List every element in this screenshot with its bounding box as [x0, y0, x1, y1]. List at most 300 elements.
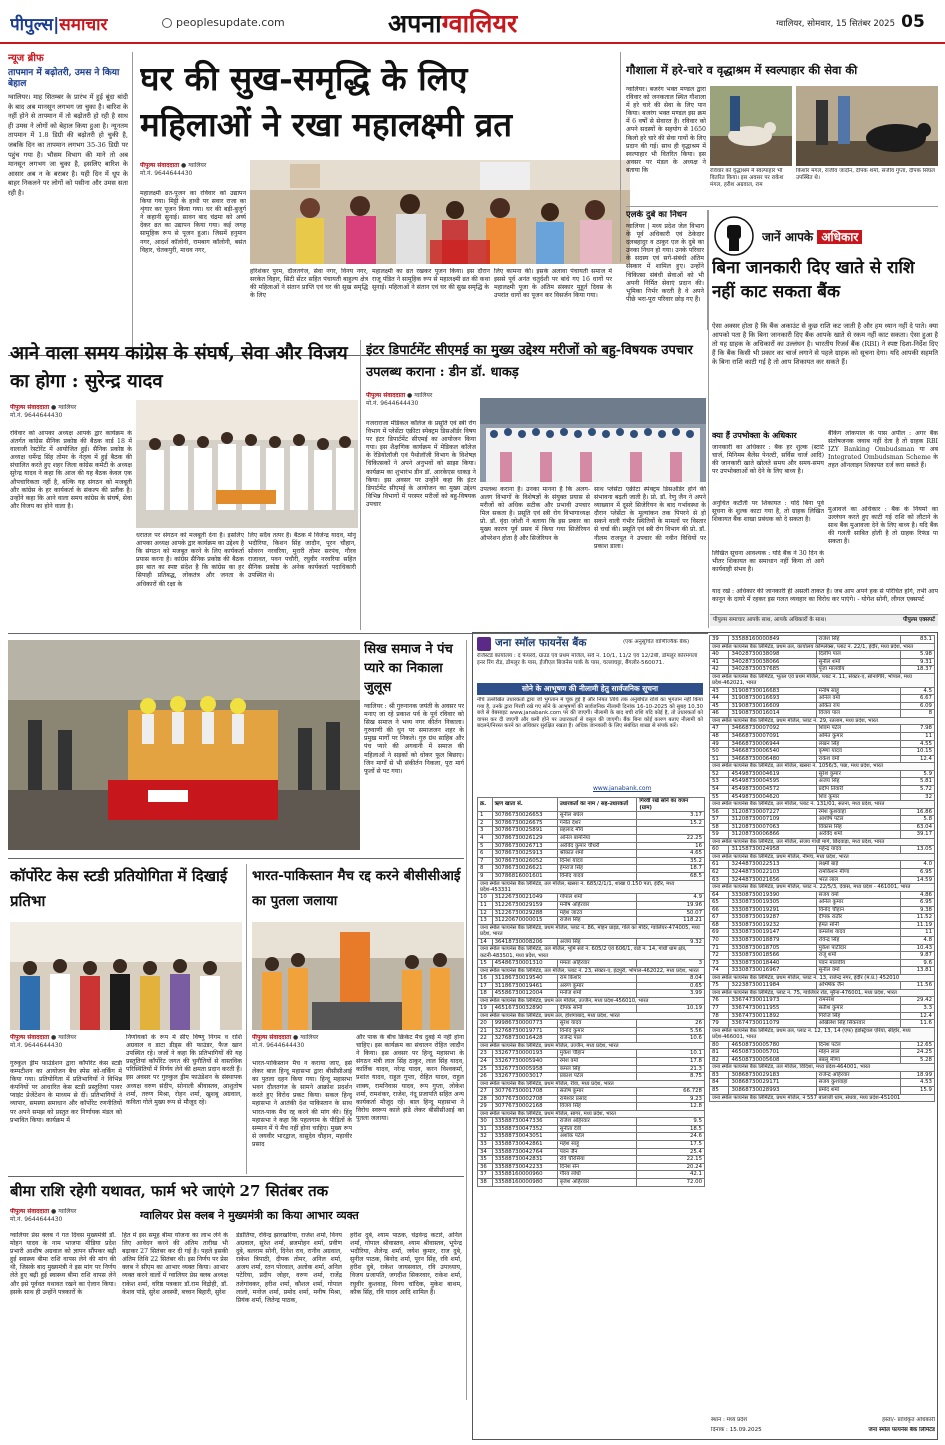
- corporate-photo: [10, 922, 242, 1030]
- table-row: [478, 1179, 705, 1187]
- news-brief-body: ग्वालियर। माह सितम्बर के प्रारंभ में हुई बूंदा बांदी के बाद अब मानसून लगभग जा चुका है। बारिश के नहीं होने से तापमान में तो बढ़ोतरी हो रही है साथ ही उमस ने लोगों को बेहाल किया हुआ है। न्यूनतम तापमान में 1.8 डिग्री की बढ़ोतरी हो चुकी है, जबकि दिन का तापमान लगभग 35-36 डिग्री पर पहुंच गया है। भौसम विभाग की माने तो अब मानसून लगभग जा चुका है, इसलिए बारिश के आसार अब न के बराबर है। यही दिन में धूप के बाहर निकलने पर लोगों को पसीना और उमस सता रही है।: [8, 93, 128, 197]
- row-borrower: राजेश अहिरवार: [557, 1118, 637, 1126]
- branch-address-row: [710, 853, 935, 860]
- row-weight: 63.04: [901, 823, 935, 831]
- branch-address: जना स्मॉल फायनेंस बैंक लिमिटेड, प्रथम मंजिल, प्लाट नं. 13, राजेन्द्र नगर, इंदौर (म.प्र.) 452010: [710, 975, 935, 982]
- row-account: 33267730000193: [492, 1050, 557, 1058]
- row-account: 32448730022103: [729, 868, 816, 876]
- row-borrower: विनोद कुमार: [557, 1027, 637, 1035]
- row-weight: 9.6: [901, 959, 935, 967]
- row-borrower: भरत लाल: [816, 876, 901, 884]
- branch-address-row: [710, 717, 935, 724]
- row-serial: 52: [710, 770, 729, 778]
- row-serial: 10: [478, 894, 493, 902]
- row-weight: 39.17: [901, 831, 935, 839]
- bcci-byline: पीपुल्स संवाददाता ● ग्वालियर मो.नं. 9644644430: [252, 1034, 372, 1056]
- brand-logo[interactable]: पीपुल्स|समाचार: [10, 15, 108, 35]
- row-weight: 19.96: [637, 901, 705, 909]
- table-row: [710, 793, 935, 801]
- row-account: 30786730026675: [492, 819, 557, 827]
- notice-body: नीचे उल्लेखित उधारकर्ता द्वारा जो भुगतान में चूक हुई है और नियत तिथि तक अनुबंधित राशि का भुगतान नहीं किया गया है, उनके द्वारा गिरवी रखे गए सोने के आभूषणों की सार्वजनिक नीलामी दिनांक 16-10-2025 को सुबह 10.30 बजे से वेबसाइट www.janabank.com पर की जाएगी। नीलामी के बाद बची राशि यदि कोई है, तो उधारकर्ता को वापस कर दी जाएगी और कमी होने पर उधारकर्ता से वसूल की जाएगी। बैंक बिना कोई कारण बताए नीलामी को बदलने/निरस्त करने का अधिकार सुरक्षित रखता है। अधिक जानकारी के लिए संबंधित शाखा से संपर्क करें।: [477, 697, 703, 730]
- table-row: [710, 876, 935, 884]
- row-serial: 4: [478, 834, 493, 842]
- row-weight: 35.2: [637, 857, 705, 865]
- row-borrower: महेश साहू: [557, 1141, 637, 1149]
- row-account: 33588730042764: [492, 1148, 557, 1156]
- branch-address: जना स्मॉल फायनेंस बैंक लिमिटेड, प्रथम तल, प्लाट नं. 12, 13, 14 (एफ) इंडस्ट्रियल एरिया, सीहोर, मध्य प्रदेश-466001, भारत: [710, 1027, 935, 1041]
- table-row: [478, 1148, 705, 1156]
- congress-col-1: रविवार को आपका अध्यक्ष आपके द्वार कार्यक्रम के अंतर्गत कांग्रेस सैनिक प्रकोष्ठ की बैठक वार्ड 18 में वालाजी रेस्टोरेंट में आयोजित हुई। सैनिक प्रकोष्ठ के अध्यक्ष धर्मेन्द्र सिंह तोमर के नेतृत्व में हुई बैठक की संचालित करते हुए शहर जिला कांग्रेस कमेटी के अध्यक्ष सुरेन्द्र यादव ने कहा कि आज की यह बैठक केवल एक औपचारिकता नहीं है, बल्कि यह संगठन को मजबूती और कांग्रेस के हर कार्यकर्ता के संकल्प की प्रतीक है। उन्होंने कहा कि आने वाला समय कांग्रेस के संघर्ष, सेवा और विजय का होने वाला है।: [10, 430, 132, 510]
- row-borrower: मोहन लाल: [816, 1049, 901, 1057]
- table-header-cell: उधारकर्ता का नाम / सह-उधारकर्ता: [557, 798, 637, 812]
- branch-address-row: [478, 1012, 705, 1019]
- row-account: 30868730028993: [729, 1087, 816, 1095]
- row-account: 33588160000849: [729, 636, 816, 644]
- row-serial: 55: [710, 793, 729, 801]
- row-weight: 15.2: [637, 819, 705, 827]
- row-account: 31186730019540: [492, 974, 557, 982]
- row-weight: 42.1: [637, 1171, 705, 1179]
- row-borrower: शिव कुमार: [816, 793, 901, 801]
- row-serial: 41: [710, 658, 729, 666]
- masthead: [0, 0, 945, 44]
- row-serial: 37: [478, 1171, 493, 1179]
- branch-address-row: [710, 838, 935, 845]
- row-borrower: विकास सिंह: [816, 823, 901, 831]
- row-account: 33588730042831: [492, 1156, 557, 1164]
- row-serial: 17: [478, 982, 493, 990]
- table-row: [478, 901, 705, 909]
- branch-address: जना स्मॉल फायनेंस बैंक लिमिटेड, प्रथम तल, होशंगाबाद, मध्य प्रदेश, भारत: [478, 1012, 705, 1019]
- bima-subhead: ग्वालियर प्रेस क्लब ने मुख्यमंत्री का किया आभार व्यक्त: [140, 1209, 359, 1222]
- table-row: [710, 1087, 935, 1095]
- row-account: 33308730019291: [729, 906, 816, 914]
- cme-headline: इंटर डिपार्टमेंट सीएमई का मुख्य उद्देश्य मरीजों को बहु-विषयक उपचार उपलब्ध कराना : डीन डॉ. धाकड़: [366, 343, 693, 380]
- table-row: [710, 725, 935, 733]
- table-row: [710, 785, 935, 793]
- row-account: 34028730037685: [729, 666, 816, 674]
- row-serial: 60: [710, 846, 729, 854]
- byline-place: ग्वालियर: [58, 404, 77, 411]
- row-borrower: अंकित राय: [816, 702, 901, 710]
- row-account: 31208730007063: [729, 823, 816, 831]
- row-weight: 4.86: [901, 891, 935, 899]
- row-account: 33674730011892: [729, 1012, 816, 1020]
- auction-table-left: [477, 797, 705, 1187]
- byline-mobile: मो.नं. 9644644430: [366, 400, 419, 407]
- row-weight: 4.55: [901, 740, 935, 748]
- row-weight: 10.6: [637, 1035, 705, 1043]
- corporate-byline: पीपुल्स संवाददाता ● ग्वालियर मो.नं. 9644644430: [10, 1034, 130, 1056]
- branch-address: जना स्मॉल फायनेंस बैंक लिमिटेड, प्रथम तल, कार्यालय कॉम्प्लेक्स, प्लाट नं. 22/1, इंदौर, मध्य प्रदेश, भारत: [710, 643, 935, 650]
- branch-address: जना स्मॉल फायनेंस बैंक लिमिटेड, तल मंजिल, खसरा नं. 685/2/1/1, शाखा 0.150 पता, इंदौर, मध्य प्रदेश-453331: [478, 880, 705, 894]
- row-account: 30868730029171: [729, 1079, 816, 1087]
- row-borrower: मनोज शर्मा: [557, 990, 637, 998]
- row-borrower: गोपाल शर्मा: [557, 894, 637, 902]
- row-borrower: पवन जैन: [557, 1148, 637, 1156]
- logo-left: पीपुल्स: [10, 15, 54, 35]
- row-serial: 38: [478, 1179, 493, 1187]
- row-serial: 74: [710, 967, 729, 975]
- table-row: [478, 1005, 705, 1013]
- row-serial: 32: [478, 1133, 493, 1141]
- table-header-row: [478, 798, 705, 812]
- table-row: [478, 865, 705, 873]
- row-weight: 10.19: [637, 1005, 705, 1013]
- row-borrower: रविन्द्र सिंह: [816, 937, 901, 945]
- branch-address-row: [710, 975, 935, 982]
- table-row: [478, 1065, 705, 1073]
- row-weight: 16.86: [901, 808, 935, 816]
- row-serial: 54: [710, 785, 729, 793]
- row-weight: 25.4: [637, 1148, 705, 1156]
- gaushala-headline: गौशाला में हरे-चारे व वृद्धाश्रम में स्वल्पाहार की सेवा की: [626, 63, 858, 77]
- table-row: [710, 1049, 935, 1057]
- row-weight: 11: [901, 929, 935, 937]
- row-borrower: रमेश वर्मा: [557, 1057, 637, 1065]
- branch-address: जना स्मॉल फायनेंस बैंक लिमिटेड, तल मंजिल, विदिशा, मध्य प्रदेश-464001, भारत: [710, 1064, 935, 1071]
- row-weight: 50.07: [637, 909, 705, 917]
- table-row: [710, 959, 935, 967]
- row-borrower: राजू शर्मा: [816, 952, 901, 960]
- row-weight: 9.5: [637, 1118, 705, 1126]
- row-account: 30786730026621: [492, 865, 557, 873]
- row-account: 33308730018566: [729, 952, 816, 960]
- row-weight: 10.43: [901, 944, 935, 952]
- row-weight: 20.24: [637, 1163, 705, 1171]
- row-serial: 39: [710, 636, 729, 644]
- table-row: [710, 755, 935, 763]
- row-account: 32768730019771: [492, 1027, 557, 1035]
- row-serial: 12: [478, 909, 493, 917]
- row-borrower: विजय सिंह: [557, 1103, 637, 1111]
- cme-photo: [480, 398, 706, 482]
- table-row: [710, 732, 935, 740]
- table-row: [710, 1020, 935, 1028]
- row-account: 34668730007091: [729, 732, 816, 740]
- row-account: 31208730006866: [729, 831, 816, 839]
- row-account: 31908730016014: [729, 710, 816, 718]
- row-borrower: सुनील शर्मा: [816, 658, 901, 666]
- row-account: 45498730004620: [729, 793, 816, 801]
- nidhan-body: ग्वालियर | मध्य प्रदेश जेल विभाग के पूर्व अधिकारी एवं ठेकेदार दलबहादुर व ठाकुर एल के दुबे का उनका निधन हो गया। उनके परिवार के सदस्य एवं सगे-संबंधी अंतिम संस्कार में शामिल हुए। उन्होंने चिकित्सा संबंधी सेवाओं को भी अपनी निर्मित सेवाएं प्रदान की। भूमिका निर्भर करती है वे अपने पीछे भरा-पूरा परिवार छोड़ गए हैं।: [626, 223, 704, 303]
- row-borrower: प्रहलाद मौर्य: [557, 827, 637, 835]
- row-weight: 83.1: [901, 636, 935, 644]
- row-borrower: अनिल वर्मा: [816, 695, 901, 703]
- table-row: [710, 831, 935, 839]
- row-borrower: गौरव लोधी: [557, 1171, 637, 1179]
- table-header-cell: ऋण खाता सं.: [492, 798, 557, 812]
- corporate-col-1: गुरुकुल ड्रीम फाउंडेशन द्वारा कॉर्पोरेट केस स्टडी कम्पटीशन का आयोजन बैच स्पेस को-वर्किंग में किया गया। प्रतियोगिता में प्रतिभागियों ने विभिन्न कंपनियों पर आधारित केस स्टडी प्रस्तुतियां पावर प्वाइंट प्रेजेंटेशन के माध्यम से दीं। प्रतिभागियों ने व्यापार, समस्या समाधान और कॉर्पोरेट रणनीतियों पर अपने समझ को प्रस्तुत कर निर्णायक मंडल को प्रभावित किया। कार्यक्रम में: [10, 1060, 122, 1124]
- branch-address-row: [710, 801, 935, 808]
- branch-address: जना स्मॉल फायनेंस बैंक लिमिटेड, प्रथम मंजिल, उज्जैन, मध्य प्रदेश, भारत: [478, 1042, 705, 1049]
- row-serial: 14: [478, 938, 493, 946]
- row-serial: 26: [478, 1073, 493, 1081]
- adhikar-p3: लिखित सूचना आवश्यक : यदि बैंक ने 30 दिन के भीतर शिकायत का समाधान नहीं किया तो आगे कार्यवाही संभव है।: [712, 550, 824, 574]
- row-account: 32238730011984: [729, 982, 816, 990]
- row-weight: 9.31: [901, 658, 935, 666]
- row-borrower: प्रदीप तिवारी: [816, 785, 901, 793]
- table-row: [710, 651, 935, 659]
- row-account: 45586730012004: [492, 990, 557, 998]
- row-account: 33308730019147: [729, 929, 816, 937]
- row-weight: 17.5: [637, 1141, 705, 1149]
- row-borrower: लखन सिंह: [816, 740, 901, 748]
- bima-col-4: हरीश दुबे, श्याम पाठक, चंद्रवेन्द्र कटारे, अनिल शर्मा, गोपाल श्रीवास्तव, श्याम श्रीवास्तव, भूपेन्द्र भदौरिया, शैलेन्द्र शर्मा, जयेश कुमार, राज दुबे, सुनील पाठक, बिनोद शर्मा, पूरन सिंह, रवि शर्मा, हरीश दुबे, राकेश जायसवाल, रवि उपाध्याय, विजय प्रजापति, जगदीश सिकरवार, राकेश शर्मा, रघुवीर कुशवाह, विनय चांदिक, मुकेश बाथम, कौक सिंह, रवि यादव आदि शामिल हैं।: [350, 1232, 462, 1296]
- table-row: [478, 1133, 705, 1141]
- byline-mobile: मो.नं. 9644644430: [10, 412, 63, 419]
- row-borrower: पवन मालवीय: [816, 959, 901, 967]
- table-header-cell: क्र.: [478, 798, 493, 812]
- row-serial: 22: [478, 1035, 493, 1043]
- row-weight: 9.23: [637, 1095, 705, 1103]
- row-borrower: महेन्द्र यादव: [816, 846, 901, 854]
- row-weight: 9.87: [901, 952, 935, 960]
- row-borrower: हेमराज सिंह: [557, 865, 637, 873]
- row-serial: 53: [710, 778, 729, 786]
- row-serial: 46: [710, 710, 729, 718]
- row-borrower: रवि चौरसिया: [557, 1156, 637, 1164]
- row-serial: 43: [710, 687, 729, 695]
- row-borrower: अशोक पटेल: [557, 1133, 637, 1141]
- row-weight: 4.65: [637, 850, 705, 858]
- row-account: 30776730001708: [492, 1088, 557, 1096]
- row-account: 30786730025891: [492, 827, 557, 835]
- news-brief-label: न्यूज ब्रीफ: [8, 53, 44, 64]
- branch-address: जना स्मॉल फायनेंस बैंक लिमिटेड, प्रथम मंजिल, प्लाट नं. 22/5/3, देवास, मध्य प्रदेश - 461001, भारत: [710, 884, 935, 891]
- table-row: [478, 834, 705, 842]
- congress-photo: [136, 400, 358, 528]
- branch-address: जना स्मॉल फायनेंस बैंक लिमिटेड, तल मंजिल, खसरा नं. 1056/3, पन्ना, मध्य प्रदेश, भारत: [710, 763, 935, 770]
- bima-col-3: डंडोतिया, रविन्द्र झारखरिया, राजेश शर्मा, विनय अग्रवाल, सुरेश शर्मा, ब्रजमोहन शर्मा, प्रवीण दुबे, बलराम सोनी, दिनेश राव, रानीव अग्रवाल, राकेश त्रिपाठी, दीपक तोमर, अनिल शर्मा, अजय शर्मा, रतन पोरवाल, अलोक शर्मा, अनिल पटेरिया, प्रदीप जोहर, वरुण शर्मा, राजेंद्र तलेगांवकर, हरीश शर्मा, कौशल शर्मा, गोपाल लालो, मनोज शर्मा, प्रमोद शर्मा, मनीष मिश्रा, प्रियंक शर्मा, जितेन्द्र पाठक,: [236, 1232, 342, 1304]
- row-borrower: रामेश्वर प्रसाद: [557, 1095, 637, 1103]
- row-serial: 50: [710, 748, 729, 756]
- row-serial: 63: [710, 876, 729, 884]
- row-account: 33267730005940: [492, 1057, 557, 1065]
- row-serial: 16: [478, 974, 493, 982]
- branch-address-row: [478, 880, 705, 894]
- branch-address-row: [478, 946, 705, 960]
- row-borrower: अरुण कुमार: [557, 982, 637, 990]
- row-account: 33588160000980: [492, 1179, 557, 1187]
- byline-place: ग्वालियर: [58, 1208, 77, 1215]
- row-serial: 83: [710, 1071, 729, 1079]
- adhikar-footer-left: पीपुल्स समाचार आपके साथ, आपके अधिकारों के साथ।: [713, 617, 827, 623]
- row-serial: 45: [710, 702, 729, 710]
- row-account: 45498730004572: [729, 785, 816, 793]
- row-account: 46516730032890: [492, 1005, 557, 1013]
- row-serial: 13: [478, 917, 493, 925]
- table-row: [710, 997, 935, 1005]
- table-row: [478, 1156, 705, 1164]
- adhikar-label-a: जानें आपके: [762, 230, 814, 244]
- row-serial: 28: [478, 1095, 493, 1103]
- bank-logo-icon: [477, 637, 491, 651]
- branch-address-row: [710, 884, 935, 891]
- row-account: 30786730026052: [492, 857, 557, 865]
- row-serial: 1: [478, 812, 493, 820]
- bcci-headline: भारत-पाकिस्तान मैच रद्द करने बीसीसीआई का पुतला जलाया: [252, 868, 461, 909]
- byline-mobile: मो.नं. 9644644430: [252, 1042, 305, 1049]
- row-borrower: मनीष अहिरवार: [557, 901, 637, 909]
- fist-icon: [714, 216, 754, 256]
- row-serial: 33: [478, 1141, 493, 1149]
- row-weight: 11: [901, 732, 935, 740]
- row-borrower: विनोद यादव: [557, 872, 637, 880]
- row-serial: 29: [478, 1103, 493, 1111]
- adhikar-p5: मुआवजे का अधिकार : बैंक के नियमों का उल्लंघन करते हुए काटी गई राशि को लौटाने के साथ बैंक मुआवजा देने के लिए बाध्य है। यदि बैंक की गलती साबित होती है तो ग्राहक रिफंड पा सकता है।: [828, 506, 938, 546]
- row-serial: 23: [478, 1050, 493, 1058]
- row-borrower: दिनेश यादव: [557, 857, 637, 865]
- table-row: [478, 827, 705, 835]
- table-row: [478, 1103, 705, 1111]
- row-borrower: अनिल कुमार: [816, 899, 901, 907]
- table-row: [710, 921, 935, 929]
- table-row: [710, 666, 935, 674]
- row-account: 33308730018879: [729, 937, 816, 945]
- row-borrower: कृष्णा यादव: [816, 748, 901, 756]
- branch-address-row: [710, 1064, 935, 1071]
- byline-mobile: मो.नं. 9644644430: [10, 1216, 63, 1223]
- row-weight: 9.32: [637, 938, 705, 946]
- row-borrower: अभिषेक जैन: [816, 982, 901, 990]
- row-account: 33308730016967: [729, 967, 816, 975]
- row-account: 32448730022513: [729, 861, 816, 869]
- row-weight: 18.5: [637, 1125, 705, 1133]
- branch-address-row: [710, 643, 935, 650]
- row-weight: 11.56: [901, 982, 935, 990]
- row-account: 30776730002168: [492, 1103, 557, 1111]
- row-weight: 18.99: [901, 1071, 935, 1079]
- branch-address-row: [710, 1094, 935, 1101]
- table-row: [478, 842, 705, 850]
- row-weight: 10.15: [901, 748, 935, 756]
- row-weight: 12.65: [901, 1041, 935, 1049]
- row-serial: 25: [478, 1065, 493, 1073]
- row-weight: 11.52: [901, 914, 935, 922]
- row-weight: 3.3: [901, 1005, 935, 1013]
- table-row: [478, 1095, 705, 1103]
- row-serial: 24: [478, 1057, 493, 1065]
- branch-address: जना स्मॉल फायनेंस बैंक लिमिटेड, प्लाट नं. 75, ग्वालियर रोड, मुरैना-476001, मध्य प्रदेश, भारत: [710, 990, 935, 997]
- row-account: 31908730016609: [729, 702, 816, 710]
- row-account: 46508730005780: [729, 1041, 816, 1049]
- table-row: [478, 959, 705, 967]
- row-serial: 73: [710, 959, 729, 967]
- bank-website-link[interactable]: www.janabank.com: [593, 785, 652, 792]
- row-serial: 11: [478, 901, 493, 909]
- row-account: 30786816001601: [492, 872, 557, 880]
- row-account: 30776730002708: [492, 1095, 557, 1103]
- congress-col-2: धरातल पर संगठन को मजबूती देना है। इसलिए आपका अध्यक्ष आपके द्वार कार्यक्रम का उद्देश्य है कि संगठन को मजबूत करने के लिए कार्यकर्ता प्रयास करना है। कांग्रेस सैनिक प्रकोष्ठ की बैठक इस बात का स्पष्ट संदेश है कि कांग्रेस का हर सिपाही प्रतिबद्ध, लोकतंत्र और जनता के अधिकारों की रक्षा के: [136, 532, 244, 588]
- row-borrower: सुनीता देवी: [557, 1125, 637, 1133]
- row-weight: 4.0: [901, 861, 935, 869]
- row-borrower: श्रीकांत शर्मा: [557, 850, 637, 858]
- row-account: 31226730029288: [492, 909, 557, 917]
- table-row: [710, 1041, 935, 1049]
- row-serial: 65: [710, 899, 729, 907]
- row-weight: 8.75: [637, 1073, 705, 1081]
- table-row: [710, 748, 935, 756]
- row-account: 31186730019461: [492, 982, 557, 990]
- row-borrower: अरविंद कुमार चौधरी: [557, 842, 637, 850]
- row-serial: 85: [710, 1087, 729, 1095]
- adhikar-note: याद रखें : अधिकार की जानकारी ही असली ताकत है। जब आप अपने हक से परिचित होंगे, तभी आप कानून के दायरे में रहकर इस गलत व्यवहार का विरोध कर पाएंगे। - योगेश सोनी, लीगल एक्सपर्ट: [712, 588, 938, 604]
- branch-address-row: [710, 990, 935, 997]
- row-weight: 14.59: [901, 876, 935, 884]
- bank-name: जना स्मॉल फायनेंस बैंक: [495, 637, 587, 649]
- row-weight: 0.65: [637, 982, 705, 990]
- table-row: [710, 687, 935, 695]
- table-row: [710, 710, 935, 718]
- table-header-cell: गिरवी रखे सोने का वजन (ग्राम): [637, 798, 705, 812]
- table-row: [478, 857, 705, 865]
- row-serial: 80: [710, 1041, 729, 1049]
- bcci-photo: [252, 922, 464, 1030]
- row-borrower: अनिल बामनिया: [557, 834, 637, 842]
- row-account: 45486730001310: [492, 959, 557, 967]
- row-weight: 24.25: [901, 1049, 935, 1057]
- row-account: 33308730019390: [729, 891, 816, 899]
- left-table-wrap: [477, 797, 705, 1437]
- nidhan-headline: एलके दुबे का निधन: [626, 210, 687, 220]
- table-row: [710, 944, 935, 952]
- row-weight: 12.4: [901, 1012, 935, 1020]
- row-weight: 13.05: [901, 846, 935, 854]
- table-row: [710, 967, 935, 975]
- website[interactable]: peoplesupdate.com: [176, 16, 285, 29]
- bank-place: स्थान : मध्य प्रदेश: [711, 1417, 748, 1423]
- table-row: [710, 695, 935, 703]
- bima-byline: पीपुल्स संवाददाता ● ग्वालियर मो.नं. 9644644430: [10, 1208, 130, 1230]
- congress-byline: पीपुल्स संवाददाता ● ग्वालियर मो.नं. 9644644430: [10, 404, 130, 426]
- adhikar-footer: [710, 614, 938, 626]
- row-serial: 34: [478, 1148, 493, 1156]
- row-serial: 19: [478, 1005, 493, 1013]
- row-account: 32768730016428: [492, 1035, 557, 1043]
- row-account: 31220670000015: [492, 917, 557, 925]
- byline-name: पीपुल्स संवाददाता: [366, 392, 406, 399]
- row-serial: 3: [478, 827, 493, 835]
- row-weight: 3.17: [637, 812, 705, 820]
- row-account: 30868730029183: [729, 1071, 816, 1079]
- branch-address: जना स्मॉल फायनेंस बैंक लिमिटेड, प्रथम मंजिल, प्लाट नं. 29, रतलाम, मध्य प्रदेश, भारत: [710, 717, 935, 724]
- table-row: [710, 861, 935, 869]
- row-borrower: अखिलेश सिंह सिकरवार: [816, 1020, 901, 1028]
- row-weight: 11.6: [901, 1020, 935, 1028]
- row-weight: 24.6: [637, 1133, 705, 1141]
- table-row: [478, 909, 705, 917]
- table-row: [710, 952, 935, 960]
- table-row: [478, 1088, 705, 1096]
- row-serial: 78: [710, 1012, 729, 1020]
- right-table-wrap: [709, 635, 935, 1425]
- lead-photo: [250, 160, 630, 264]
- row-serial: 66: [710, 906, 729, 914]
- sikh-body: ग्वालियर : श्री गुरुनानक जयंती के अवसर पर मनाए जा रहे प्रकाश पर्व के पूर्व रविवार को सिख समाज ने भव्य नगर कीर्तन निकाला। गुरुवाणी की धुन पर समाजजन शहर के प्रमुख मार्गों पर निकले। गुरु ग्रंथ साहिब और पंच प्यारे की अगवानी में समाज की महिलाओं ने सड़कों को धोकर फूल बिछाए। जिन मार्गों से भी संकीर्तन निकला, पूरा मार्ग फूलों से पट गया।: [364, 703, 464, 775]
- row-serial: 40: [710, 651, 729, 659]
- row-serial: 71: [710, 944, 729, 952]
- row-account: 33267730005958: [492, 1065, 557, 1073]
- row-weight: 7.98: [901, 725, 935, 733]
- row-borrower: अरविंद शर्मा: [816, 831, 901, 839]
- table-row: [478, 938, 705, 946]
- row-account: 30786730026713: [492, 842, 557, 850]
- row-weight: 26: [637, 1020, 705, 1028]
- bcci-col-1: भारत-पाकिस्तान मैच न कराया जाए, इसे लेकर बाल हिन्दू महासभा द्वारा बीसीसीआई का पुतला दहन किया गया। हिन्दू महासभा भवन दौलतगंज के सामने आक्रोश प्रदर्शन करते हुए विरोध प्रकट किया। सकल हिन्दू महासभा ने आतंकी देश पाकिस्तान के साथ भारत-पाक मैच रद्द करने की मांग की। हिंदू महासभा ने कहा कि पहलगाम के पीड़ितों के सम्मान में ये मैच नहीं होना चाहिए। मुख्य रूप से जयवीर भारद्वाज, वासुदेव चौहान, महावीर प्रसाद: [252, 1060, 352, 1148]
- table-row: [710, 808, 935, 816]
- row-account: 33308730019232: [729, 921, 816, 929]
